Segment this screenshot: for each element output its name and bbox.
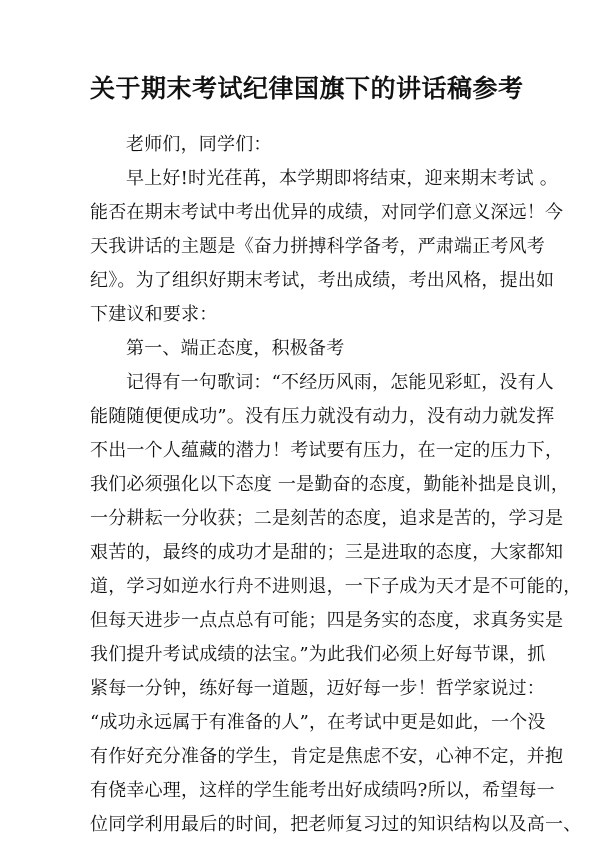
paragraph-line: 老师们，同学们： — [126, 134, 272, 155]
paragraph-line: 紧每一分钟，练好每一道题，迈好每一步！哲学家说过： — [90, 678, 545, 699]
paragraph-line: 能否在期末考试中考出优异的成绩，对同学们意义深远！今 — [90, 202, 564, 223]
paragraph-line: 能随随便便成功”。没有压力就没有动力，没有动力就发挥 — [90, 406, 555, 427]
paragraph-line: 纪》。为了组织好期末考试，考出成绩，考出风格，提出如 — [90, 270, 555, 291]
paragraph-line: 下建议和要求： — [90, 304, 218, 325]
paragraph-line: 但每天进步一点点总有可能；四是务实的态度，求真务实是 — [90, 610, 564, 631]
paragraph-line: 有作好充分准备的学生，肯定是焦虑不安，心神不定，并抱 — [90, 746, 564, 767]
paragraph-line: 道，学习如逆水行舟不进则退，一下子成为天才是不可能的， — [90, 576, 582, 597]
paragraph-line: 艰苦的，最终的成功才是甜的；三是进取的态度，大家都知 — [90, 542, 564, 563]
paragraph-line: 位同学利用最后的时间，把老师复习过的知识结构以及高一、 — [90, 814, 582, 835]
paragraph-line: 第一、端正态度，积极备考 — [126, 338, 345, 359]
paragraph-line: 早上好!时光荏苒，本学期即将结束，迎来期末考试 。 — [126, 168, 558, 189]
document-body — [90, 128, 582, 842]
paragraph-line: “成功永远属于有准备的人”，在考试中更是如此，一个没 — [90, 712, 546, 733]
paragraph-line: 不出一个人蕴藏的潜力！考试要有压力，在一定的压力下， — [90, 440, 564, 461]
paragraph-line: 有侥幸心理，这样的学生能考出好成绩吗?所以，希望每一 — [90, 780, 555, 801]
paragraph-line: 记得有一句歌词：“不经历风雨，怎能见彩虹，没有人 — [126, 372, 554, 393]
paragraph-line: 天我讲话的主题是《奋力拼搏科学备考，严肃端正考风考 — [90, 236, 545, 257]
document-title: 关于期末考试纪律国旗下的讲话稿参考 — [90, 74, 524, 103]
paragraph-line: 一分耕耘一分收获；二是刻苦的态度，追求是苦的，学习是 — [90, 508, 564, 529]
paragraph-line: 我们必须强化以下态度 一是勤奋的态度，勤能补拙是良训， — [90, 474, 570, 495]
paragraph-line: 我们提升考试成绩的法宝。”为此我们必须上好每节课，抓 — [90, 644, 546, 665]
